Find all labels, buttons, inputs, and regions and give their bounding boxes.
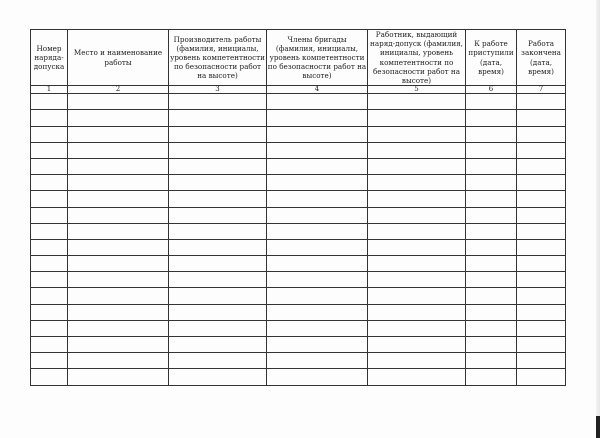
table-cell[interactable] (68, 239, 169, 255)
table-cell[interactable] (267, 110, 368, 126)
table-cell[interactable] (68, 94, 169, 110)
table-cell[interactable] (169, 337, 267, 353)
table-cell[interactable] (466, 94, 517, 110)
table-body (31, 94, 566, 385)
table-cell[interactable] (31, 369, 68, 385)
table-cell[interactable] (517, 142, 566, 158)
table-cell[interactable] (466, 142, 517, 158)
table-cell[interactable] (368, 110, 466, 126)
header-row (31, 30, 566, 86)
table-cell[interactable] (169, 353, 267, 369)
table-row (31, 272, 566, 288)
table-cell[interactable] (31, 110, 68, 126)
table-cell[interactable] (368, 239, 466, 255)
table-cell[interactable] (31, 142, 68, 158)
column-number: 1 (31, 86, 68, 94)
table-cell[interactable] (68, 369, 169, 385)
table-cell[interactable] (68, 175, 169, 191)
table-cell[interactable] (31, 337, 68, 353)
table-cell[interactable] (169, 158, 267, 174)
table-cell[interactable] (517, 207, 566, 223)
table-cell[interactable] (31, 353, 68, 369)
table-row (31, 369, 566, 385)
table-cell[interactable] (31, 175, 68, 191)
table-cell[interactable] (517, 337, 566, 353)
table-cell[interactable] (466, 175, 517, 191)
table-cell[interactable] (169, 94, 267, 110)
table-cell[interactable] (517, 175, 566, 191)
table-cell[interactable] (368, 175, 466, 191)
table-cell[interactable] (169, 320, 267, 336)
table-cell[interactable] (517, 256, 566, 272)
table-cell[interactable] (267, 337, 368, 353)
header-permit-number: Номер наряда-допуска (31, 30, 68, 86)
table-cell[interactable] (368, 126, 466, 142)
table-cell[interactable] (368, 94, 466, 110)
table-cell[interactable] (169, 256, 267, 272)
table-row (31, 191, 566, 207)
table-cell[interactable] (466, 239, 517, 255)
column-number: 6 (466, 86, 517, 94)
header-brigade-members: Члены бригады (фамилия, инициалы, уровень компетентности по безопасности работ на высоте) (267, 30, 368, 86)
table-cell[interactable] (31, 239, 68, 255)
table-cell[interactable] (368, 288, 466, 304)
table-cell[interactable] (517, 369, 566, 385)
table-cell[interactable] (68, 337, 169, 353)
table-cell[interactable] (169, 239, 267, 255)
table-cell[interactable] (368, 272, 466, 288)
table-cell[interactable] (267, 304, 368, 320)
table-cell[interactable] (267, 223, 368, 239)
table-cell[interactable] (31, 207, 68, 223)
table-cell[interactable] (267, 369, 368, 385)
table-cell[interactable] (466, 223, 517, 239)
table-cell[interactable] (31, 158, 68, 174)
table-cell[interactable] (267, 175, 368, 191)
header-work-started: К работе приступили (дата, время) (466, 30, 517, 86)
table-cell[interactable] (466, 158, 517, 174)
table-cell[interactable] (368, 158, 466, 174)
table-cell[interactable] (68, 272, 169, 288)
table-cell[interactable] (169, 142, 267, 158)
table-row (31, 239, 566, 255)
table-cell[interactable] (466, 191, 517, 207)
table-cell[interactable] (169, 207, 267, 223)
table-cell[interactable] (466, 272, 517, 288)
table-cell[interactable] (267, 142, 368, 158)
table-cell[interactable] (267, 158, 368, 174)
table-cell[interactable] (368, 256, 466, 272)
table-cell[interactable] (267, 353, 368, 369)
table-cell[interactable] (31, 94, 68, 110)
table-cell[interactable] (267, 288, 368, 304)
table-cell[interactable] (31, 320, 68, 336)
table-cell[interactable] (169, 175, 267, 191)
table-cell[interactable] (68, 142, 169, 158)
header-work-place: Место и наименование работы (68, 30, 169, 86)
table-cell[interactable] (68, 110, 169, 126)
column-number-row (31, 86, 566, 94)
table-cell[interactable] (267, 272, 368, 288)
table-cell[interactable] (517, 126, 566, 142)
table-cell[interactable] (368, 369, 466, 385)
table-cell[interactable] (31, 126, 68, 142)
table-cell[interactable] (68, 158, 169, 174)
table-row (31, 288, 566, 304)
table-cell[interactable] (466, 353, 517, 369)
table-cell[interactable] (169, 110, 267, 126)
table-cell[interactable] (169, 223, 267, 239)
table-cell[interactable] (68, 126, 169, 142)
table-cell[interactable] (267, 207, 368, 223)
table-cell[interactable] (517, 191, 566, 207)
header-work-finished: Работа закончена (дата, время) (517, 30, 566, 86)
column-number: 4 (267, 86, 368, 94)
table-cell[interactable] (267, 256, 368, 272)
table-cell[interactable] (31, 223, 68, 239)
table-cell[interactable] (68, 223, 169, 239)
column-number: 5 (368, 86, 466, 94)
table-cell[interactable] (368, 223, 466, 239)
table-cell[interactable] (169, 369, 267, 385)
table-cell[interactable] (31, 272, 68, 288)
table-cell[interactable] (68, 353, 169, 369)
page-edge (596, 0, 600, 438)
table-cell[interactable] (267, 191, 368, 207)
table-cell[interactable] (368, 191, 466, 207)
column-number: 3 (169, 86, 267, 94)
table-cell[interactable] (517, 94, 566, 110)
table-cell[interactable] (68, 207, 169, 223)
table-cell[interactable] (31, 304, 68, 320)
table-cell[interactable] (368, 353, 466, 369)
table-row (31, 158, 566, 174)
table-cell[interactable] (466, 320, 517, 336)
column-number: 2 (68, 86, 169, 94)
table-cell[interactable] (68, 256, 169, 272)
work-permit-journal-table (30, 29, 566, 386)
table-cell[interactable] (368, 320, 466, 336)
table-cell[interactable] (169, 191, 267, 207)
table-row (31, 223, 566, 239)
table-cell[interactable] (517, 158, 566, 174)
table-cell[interactable] (267, 239, 368, 255)
table-cell[interactable] (517, 110, 566, 126)
table-row (31, 142, 566, 158)
table-cell[interactable] (267, 94, 368, 110)
table-cell[interactable] (267, 320, 368, 336)
table-cell[interactable] (466, 207, 517, 223)
table-cell[interactable] (267, 126, 368, 142)
table-cell[interactable] (466, 304, 517, 320)
table-cell[interactable] (517, 239, 566, 255)
table-cell[interactable] (169, 304, 267, 320)
table-row (31, 110, 566, 126)
table-cell[interactable] (466, 256, 517, 272)
table-cell[interactable] (517, 288, 566, 304)
table-cell[interactable] (517, 223, 566, 239)
table-cell[interactable] (517, 320, 566, 336)
table-cell[interactable] (466, 369, 517, 385)
page-corner (596, 416, 600, 438)
table-cell[interactable] (368, 337, 466, 353)
table-cell[interactable] (368, 207, 466, 223)
table-cell[interactable] (31, 288, 68, 304)
table-cell[interactable] (466, 337, 517, 353)
table-cell[interactable] (31, 191, 68, 207)
table-cell[interactable] (368, 304, 466, 320)
table-cell[interactable] (68, 288, 169, 304)
table-row (31, 126, 566, 142)
table-row (31, 337, 566, 353)
table-row (31, 320, 566, 336)
table-cell[interactable] (68, 191, 169, 207)
table-row (31, 175, 566, 191)
table-cell[interactable] (169, 288, 267, 304)
table-cell[interactable] (517, 272, 566, 288)
table-cell[interactable] (517, 353, 566, 369)
table-row (31, 256, 566, 272)
table-cell[interactable] (517, 304, 566, 320)
table-cell[interactable] (466, 288, 517, 304)
table-cell[interactable] (68, 320, 169, 336)
header-permit-issuer: Работник, выдающий наряд-допуск (фамилия, инициалы, уровень компетентности по безопасности работ на высоте) (368, 30, 466, 86)
table-row (31, 94, 566, 110)
header-work-supervisor: Производитель работы (фамилия, инициалы, уровень компетентности по безопасности работ на высоте) (169, 30, 267, 86)
table-cell[interactable] (466, 110, 517, 126)
table-cell[interactable] (169, 272, 267, 288)
table-row (31, 353, 566, 369)
table-cell[interactable] (169, 126, 267, 142)
table-row (31, 207, 566, 223)
column-number: 7 (517, 86, 566, 94)
table-cell[interactable] (368, 142, 466, 158)
table-row (31, 304, 566, 320)
table-cell[interactable] (68, 304, 169, 320)
table-cell[interactable] (31, 256, 68, 272)
table-cell[interactable] (466, 126, 517, 142)
